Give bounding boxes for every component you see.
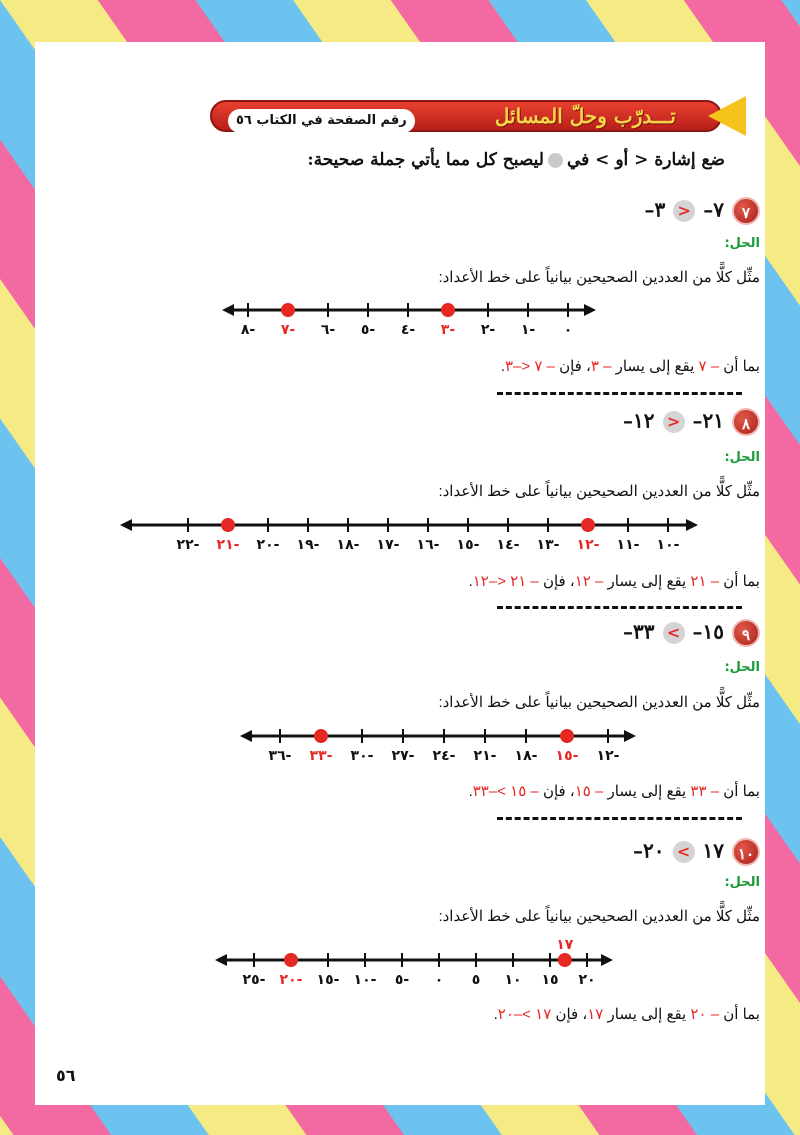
number-line-9 — [240, 722, 640, 772]
number-point — [314, 729, 328, 743]
tick-label: ١٠- — [656, 537, 680, 553]
tick-label: ٢٠ — [578, 972, 596, 988]
tick-label: ٢٠- — [279, 972, 303, 988]
number-point — [558, 953, 572, 967]
dashed-separator — [497, 606, 742, 609]
conclusion-end: . — [468, 783, 473, 800]
arrow-left-icon — [222, 304, 234, 316]
number-point — [284, 953, 298, 967]
lies-left-text: يقع إلى يسار — [607, 1006, 687, 1023]
left-operand: ١٧ — [702, 838, 724, 863]
lies-left-text: يقع إلى يسار — [607, 573, 687, 590]
tick-label: ٢١- — [473, 748, 497, 764]
number-point — [221, 518, 235, 532]
because-text: بما أن — [723, 573, 760, 590]
dashed-separator — [497, 817, 742, 820]
problem-8 — [623, 408, 760, 442]
tick-label: ٢- — [480, 322, 496, 338]
conclusion-end: . — [468, 573, 473, 590]
because-text: بما أن — [723, 1006, 760, 1023]
tick-label: ٢٤- — [432, 748, 456, 764]
page-number: ٥٦ — [56, 1066, 76, 1085]
tick-label: ٢١- — [216, 537, 240, 553]
tick-label: ١٢- — [596, 748, 620, 764]
right-operand: ٢٠– — [633, 838, 665, 863]
arrow-left-icon — [120, 519, 132, 531]
dashed-separator — [497, 392, 742, 395]
problem-10 — [633, 838, 760, 872]
left-operand: ٧– — [703, 197, 724, 222]
conclusion-b: ١٧ — [587, 1006, 604, 1023]
tick-label: ٣٠- — [350, 748, 374, 764]
problem-number-badge: ٨ — [732, 408, 760, 436]
tick-label: ١٠ — [504, 972, 522, 988]
number-point — [581, 518, 595, 532]
because-text: بما أن — [723, 783, 760, 800]
conclusion-c: – ٢١ <–١٢ — [472, 573, 539, 590]
number-line-8 — [120, 511, 700, 561]
represent-text: مثِّل كلًّا من العددين الصحيحين بيانياً على خط الأعداد: — [438, 483, 760, 500]
conclusion-c: – ١٥ >–٣٣ — [472, 783, 539, 800]
instruction-after: ليصبح كل مما يأتي جملة صحيحة: — [307, 150, 544, 170]
problem-number-badge: ٩ — [732, 619, 760, 647]
solution-label: الحل: — [724, 875, 760, 890]
comparison-symbol: < — [673, 200, 695, 222]
comparison-symbol: > — [663, 622, 685, 644]
placeholder-circle-icon — [548, 153, 563, 168]
left-operand: ١٥– — [692, 619, 724, 644]
conclusion-7 — [501, 357, 760, 375]
tick-label: ١٥- — [555, 748, 579, 764]
arrow-left-icon — [215, 954, 227, 966]
tick-label: ١٥- — [456, 537, 480, 553]
tick-label: ٨- — [240, 322, 256, 338]
tick-label: ٤- — [400, 322, 416, 338]
arrow-right-icon — [624, 730, 636, 742]
tick-label: ٣- — [440, 322, 456, 338]
instruction — [307, 150, 725, 170]
tick-label: ٢٧- — [391, 748, 415, 764]
conclusion-end: . — [500, 358, 505, 375]
then-text: ، فإن — [542, 573, 575, 590]
banner-bar — [210, 100, 722, 132]
tick-label: ١٥- — [316, 972, 340, 988]
arrow-right-icon — [686, 519, 698, 531]
tick-label: ٣٣- — [309, 748, 333, 764]
represent-text: مثِّل كلًّا من العددين الصحيحين بيانياً على خط الأعداد: — [438, 694, 760, 711]
represent-text: مثِّل كلًّا من العددين الصحيحين بيانياً على خط الأعداد: — [438, 269, 760, 286]
number-point — [441, 303, 455, 317]
tick-label: ١٨- — [336, 537, 360, 553]
arrow-left-icon — [240, 730, 252, 742]
tick-label: ٣٦- — [268, 748, 292, 764]
tick-label: ٥- — [360, 322, 376, 338]
solution-label: الحل: — [724, 236, 760, 251]
conclusion-a: – ٧ — [698, 358, 720, 375]
problem-number-badge: ٧ — [732, 197, 760, 225]
problem-7 — [645, 197, 761, 231]
solution-label: الحل: — [724, 450, 760, 465]
tick-label: ١٣- — [536, 537, 560, 553]
conclusion-b: – ١٢ — [574, 573, 604, 590]
arrow-right-icon — [601, 954, 613, 966]
then-text: ، فإن — [559, 358, 591, 375]
point-label: ١٧ — [556, 937, 574, 953]
conclusion-b: – ٣ — [590, 358, 612, 375]
tick-label: ٥ — [471, 972, 481, 988]
section-banner — [210, 96, 746, 136]
tick-label: ١١- — [616, 537, 640, 553]
tick-label: ١٧- — [376, 537, 400, 553]
number-point — [281, 303, 295, 317]
then-text: ، فإن — [555, 1006, 588, 1023]
tick-label: ١٦- — [416, 537, 440, 553]
banner-title: تـــدرّب وحلّ المسائل — [494, 104, 676, 128]
tick-label: ١٢- — [576, 537, 600, 553]
tick-label: ٢٢- — [176, 537, 200, 553]
left-operand: ٢١– — [692, 408, 724, 433]
arrow-right-icon — [584, 304, 596, 316]
tick-label: ٠ — [434, 972, 444, 988]
because-text: بما أن — [723, 358, 760, 375]
tick-label: ٢٠- — [256, 537, 280, 553]
conclusion-8 — [469, 572, 760, 590]
tick-label: ١٨- — [514, 748, 538, 764]
tick-label: ١٥ — [541, 972, 559, 988]
conclusion-a: – ٢١ — [690, 573, 720, 590]
comparison-symbol: > — [673, 841, 695, 863]
solution-label: الحل: — [724, 660, 760, 675]
tick-label: ٦- — [320, 322, 336, 338]
then-text: ، فإن — [542, 783, 575, 800]
conclusion-9 — [469, 782, 760, 800]
tick-label: ٧- — [280, 322, 296, 338]
lies-left-text: يقع إلى يسار — [607, 783, 687, 800]
right-operand: ١٢– — [623, 408, 655, 433]
number-point — [560, 729, 574, 743]
tick-label: ١٠- — [353, 972, 377, 988]
tick-label: ١- — [520, 322, 536, 338]
conclusion-end: . — [493, 1006, 498, 1023]
tick-label: ٥- — [394, 972, 410, 988]
tick-label: ١٩- — [296, 537, 320, 553]
right-operand: ٣٣– — [623, 619, 655, 644]
conclusion-10 — [494, 1005, 760, 1023]
tick-label: ٢٥- — [242, 972, 266, 988]
represent-text: مثِّل كلًّا من العددين الصحيحين بيانياً على خط الأعداد: — [438, 908, 760, 925]
comparison-symbol: < — [663, 411, 685, 433]
conclusion-a: – ٣٣ — [690, 783, 720, 800]
problem-9 — [623, 619, 760, 653]
book-page-reference: رقم الصفحة في الكتاب ٥٦ — [228, 109, 415, 133]
tick-label: ٠ — [563, 322, 573, 338]
problem-number-badge: ١٠ — [732, 838, 760, 866]
conclusion-a: – ٢٠ — [690, 1006, 720, 1023]
conclusion-b: – ١٥ — [574, 783, 604, 800]
instruction-before: ضع إشارة < أو > في — [566, 150, 725, 170]
banner-arrow-icon — [708, 96, 746, 136]
tick-label: ١٤- — [496, 537, 520, 553]
right-operand: ٣– — [644, 197, 666, 222]
number-line-10 — [215, 934, 615, 994]
conclusion-c: – ٧ <–٣ — [504, 358, 555, 375]
number-line-7 — [220, 296, 600, 346]
conclusion-c: ١٧ >–٢٠ — [497, 1006, 552, 1023]
lies-left-text: يقع إلى يسار — [615, 358, 695, 375]
